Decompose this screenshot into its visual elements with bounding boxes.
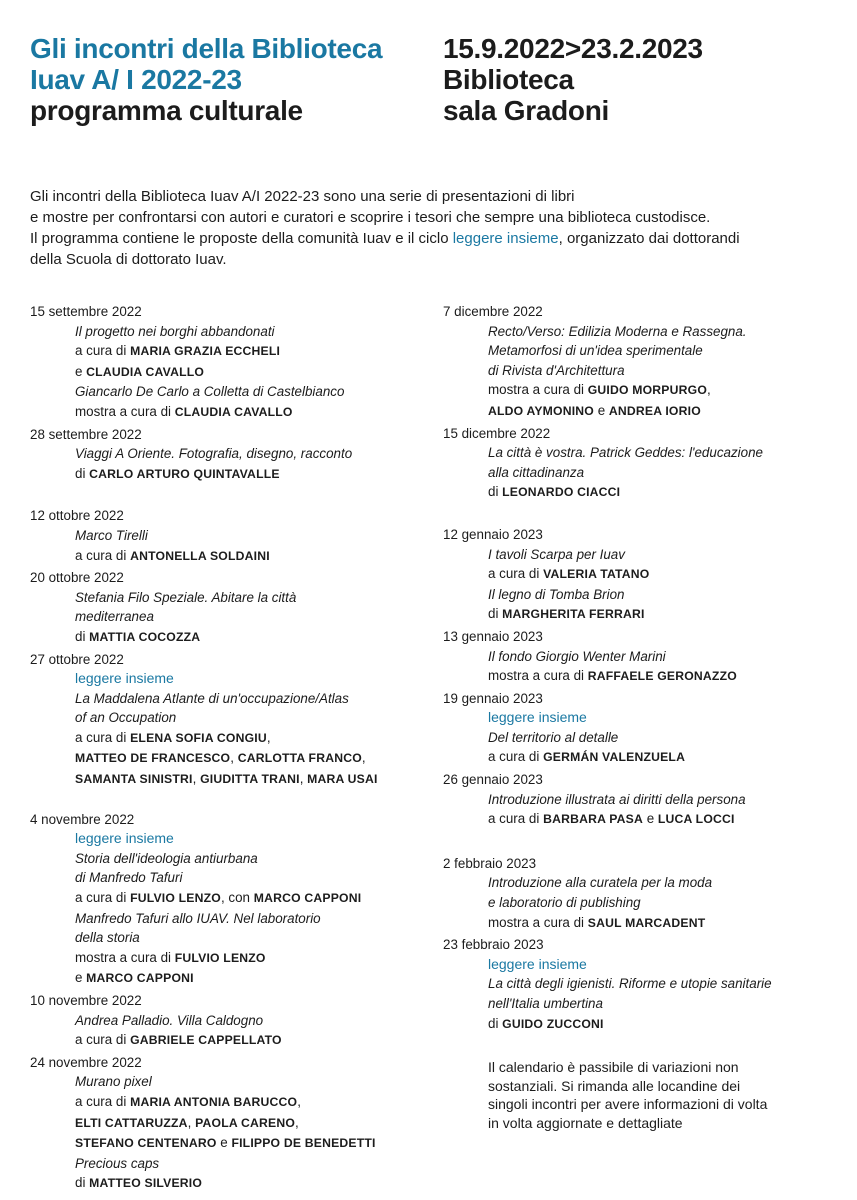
event-date: 12 gennaio 2023 <box>443 526 543 542</box>
event-text: mostra a cura di <box>75 403 175 419</box>
event-title: I tavoli Scarpa per Iuav <box>488 546 625 562</box>
notice-line: Il calendario è passibile di variazioni non <box>488 1059 739 1075</box>
event-entry <box>30 991 430 1051</box>
program-subtitle: programma culturale <box>30 95 303 126</box>
person-name: GIUDITTA TRANI <box>200 772 300 787</box>
event-entry <box>30 810 430 989</box>
person-name: ANTONELLA SOLDAINI <box>130 548 270 563</box>
event-title: Giancarlo De Carlo a Colletta di Castelbianco <box>75 384 345 400</box>
person-name: CARLOTTA FRANCO <box>237 751 362 766</box>
event-date: 2 febbraio 2023 <box>443 855 537 871</box>
event-line <box>488 564 843 585</box>
event-details <box>443 790 843 830</box>
event-details <box>30 444 430 484</box>
event-line <box>75 607 430 627</box>
event-text: e <box>593 402 609 418</box>
person-name: ANDREA IORIO <box>608 403 701 418</box>
event-line <box>75 948 430 969</box>
event-line <box>488 873 843 893</box>
event-date: 26 gennaio 2023 <box>443 772 543 788</box>
event-title: Recto/Verso: Edilizia Moderna e Rassegna. <box>488 323 747 339</box>
person-name: GABRIELE CAPPELLATO <box>130 1033 282 1048</box>
event-text: di <box>488 1015 503 1031</box>
event-details <box>443 708 843 768</box>
event-entry <box>443 424 843 503</box>
person-name: MARIA GRAZIA ECCHELI <box>130 344 281 359</box>
event-text: a cura di <box>488 566 544 582</box>
event-text: , <box>295 1114 299 1130</box>
person-name: LUCA LOCCI <box>657 812 735 827</box>
intro-line <box>30 228 830 249</box>
event-text: a cura di <box>75 547 131 563</box>
event-title: mediterranea <box>75 609 154 625</box>
event-entry <box>30 425 430 485</box>
person-name: GUIDO MORPURGO <box>587 383 707 398</box>
event-text: , <box>187 1114 196 1130</box>
event-date: 7 dicembre 2022 <box>443 304 543 319</box>
event-line <box>75 464 430 485</box>
person-name: LEONARDO CIACCI <box>502 485 621 500</box>
event-details <box>443 545 843 625</box>
event-text: di <box>488 606 503 622</box>
event-title: La città è vostra. Patrick Geddes: l'educazione <box>488 445 763 461</box>
event-line <box>75 868 430 888</box>
event-line <box>75 728 430 749</box>
event-line <box>75 1173 430 1194</box>
event-details <box>30 526 430 566</box>
person-name: MARGHERITA FERRARI <box>502 607 645 622</box>
header-left <box>30 33 382 126</box>
event-line <box>75 849 430 869</box>
event-date: 4 novembre 2022 <box>30 811 135 827</box>
event-text: , con <box>220 890 254 906</box>
person-name: MATTEO SILVERIO <box>89 1176 203 1191</box>
event-title: Murano pixel <box>75 1074 152 1090</box>
intro-line: Gli incontri della Biblioteca Iuav A/I 2022-23 sono una serie di presentazioni di libri <box>30 188 575 205</box>
event-line <box>75 689 430 709</box>
event-line <box>488 585 843 605</box>
event-title: Introduzione alla curatela per la moda <box>488 875 713 891</box>
leggere-insieme-highlight: leggere insieme <box>452 230 559 247</box>
event-date: 28 settembre 2022 <box>30 426 142 442</box>
event-line <box>488 380 843 401</box>
event-line <box>75 928 430 948</box>
person-name: GERMÁN VALENZUELA <box>543 750 686 765</box>
event-line <box>488 708 843 728</box>
event-entry <box>443 935 843 1034</box>
event-line <box>488 974 843 994</box>
event-title: alla cittadinanza <box>488 464 585 480</box>
event-line <box>75 909 430 929</box>
event-entry <box>30 650 430 790</box>
event-line <box>75 526 430 546</box>
event-line <box>75 362 430 383</box>
event-text: di <box>75 465 90 481</box>
series-label: leggere insieme <box>75 670 174 687</box>
event-text: , <box>266 729 271 745</box>
event-title: di Rivista d'Architettura <box>488 362 625 378</box>
series-label: leggere insieme <box>488 709 587 726</box>
event-entry <box>443 689 843 768</box>
intro-paragraph <box>30 186 830 270</box>
event-text: e <box>643 811 658 827</box>
series-label: leggere insieme <box>75 830 174 847</box>
event-title: Il progetto nei borghi abbandonati <box>75 323 275 339</box>
event-line <box>75 888 430 909</box>
event-text: , <box>299 771 308 787</box>
event-title: Storia dell'ideologia antiurbana <box>75 850 258 866</box>
venue-room: sala Gradoni <box>443 95 610 126</box>
event-entry <box>443 854 843 933</box>
event-text: mostra a cura di <box>488 914 588 930</box>
person-name: SAUL MARCADENT <box>587 915 706 930</box>
event-line <box>75 1133 430 1154</box>
event-text: , <box>192 771 201 787</box>
event-text: a cura di <box>488 811 544 827</box>
event-text: di <box>75 1175 90 1191</box>
series-label: leggere insieme <box>488 955 587 972</box>
event-text: , <box>707 382 711 398</box>
events-right-column <box>443 302 843 1036</box>
event-line <box>488 893 843 913</box>
event-text: e <box>75 970 87 986</box>
event-line <box>75 1113 430 1134</box>
event-title: di Manfredo Tafuri <box>75 870 183 886</box>
person-name: RAFFAELE GERONAZZO <box>587 669 737 684</box>
event-line <box>488 955 843 975</box>
intro-line: e mostre per confrontarsi con autori e curatori e scoprire i tesori che sempre una biblioteca custodisce. <box>30 209 711 226</box>
event-date: 15 dicembre 2022 <box>443 425 551 441</box>
event-line <box>488 545 843 565</box>
event-date: 19 gennaio 2023 <box>443 690 543 706</box>
event-line <box>488 482 843 503</box>
event-title: Il fondo Giorgio Wenter Marini <box>488 648 666 664</box>
event-line <box>75 444 430 464</box>
event-line <box>75 1154 430 1174</box>
event-entry <box>443 302 843 422</box>
calendar-notice <box>488 1058 808 1132</box>
event-title: of an Occupation <box>75 710 177 726</box>
event-text: a cura di <box>75 1032 131 1048</box>
event-line <box>488 666 843 687</box>
person-name: GUIDO ZUCCONI <box>502 1016 604 1031</box>
event-title: Il legno di Tomba Brion <box>488 586 625 602</box>
event-line <box>75 1030 430 1051</box>
person-name: PAOLA CARENO <box>195 1115 296 1130</box>
event-title: Del territorio al detalle <box>488 729 619 745</box>
event-line <box>488 728 843 748</box>
person-name: ELENA SOFIA CONGIU <box>130 730 267 745</box>
person-name: CLAUDIA CAVALLO <box>174 404 293 419</box>
event-title: Viaggi A Oriente. Fotografia, disegno, racconto <box>75 446 353 462</box>
event-date: 15 settembre 2022 <box>30 304 142 319</box>
event-line <box>75 1092 430 1113</box>
event-title: Metamorfosi di un'idea sperimentale <box>488 343 703 359</box>
event-title: Introduzione illustrata ai diritti della persona <box>488 791 746 807</box>
events-left-column <box>30 302 430 1196</box>
event-text: di <box>488 484 503 500</box>
event-line <box>75 322 430 342</box>
event-line <box>488 790 843 810</box>
event-title: La Maddalena Atlante di un'occupazione/Atlas <box>75 690 349 706</box>
event-text: , <box>230 750 238 766</box>
event-line <box>488 443 843 463</box>
program-title: Gli incontri della Biblioteca <box>30 33 383 64</box>
event-date: 12 ottobre 2022 <box>30 508 124 524</box>
event-line <box>75 748 430 769</box>
event-text: a cura di <box>75 1093 131 1109</box>
person-name: FILIPPO DE BENEDETTI <box>231 1136 376 1151</box>
event-line <box>488 341 843 361</box>
person-name: FULVIO LENZO <box>130 891 221 906</box>
event-line <box>488 604 843 625</box>
event-entry <box>443 525 843 625</box>
person-name: MATTEO DE FRANCESCO <box>75 751 231 766</box>
person-name: SAMANTA SINISTRI <box>75 772 193 787</box>
event-line <box>488 809 843 830</box>
event-entry <box>30 568 430 647</box>
notice-line: in volta aggiornate e dettagliate <box>488 1114 683 1131</box>
event-line <box>75 546 430 567</box>
event-line <box>488 994 843 1014</box>
event-date: 10 novembre 2022 <box>30 993 142 1008</box>
event-date: 23 febbraio 2023 <box>443 937 544 953</box>
intro-text: Il programma contiene le proposte della comunità Iuav e il ciclo <box>30 230 453 247</box>
event-line <box>75 968 430 989</box>
event-text: e <box>75 363 87 379</box>
event-title: Precious caps <box>75 1155 160 1171</box>
event-title: Andrea Palladio. Villa Caldogno <box>75 1012 264 1028</box>
event-title: nell'Italia umbertina <box>488 996 603 1011</box>
notice-line: sostanziali. Si rimanda alle locandine dei <box>488 1077 741 1094</box>
event-text: , <box>361 750 366 766</box>
person-name: ELTI CATTARUZZA <box>75 1115 188 1130</box>
event-text: mostra a cura di <box>488 668 588 684</box>
event-line <box>75 382 430 402</box>
event-text: mostra a cura di <box>75 949 175 965</box>
event-title: Manfredo Tafuri allo IUAV. Nel laboratorio <box>75 910 321 926</box>
notice-line: singoli incontri per avere informazioni di volta <box>488 1096 768 1112</box>
event-details <box>443 322 843 422</box>
event-details <box>443 443 843 503</box>
event-line <box>75 669 430 689</box>
event-line <box>75 1011 430 1031</box>
event-title: e laboratorio di publishing <box>488 895 641 911</box>
event-line <box>488 913 843 934</box>
event-entry <box>443 627 843 687</box>
event-line <box>75 1072 430 1092</box>
event-line <box>488 401 843 422</box>
person-name: STEFANO CENTENARO <box>75 1136 217 1151</box>
person-name: FULVIO LENZO <box>174 950 266 965</box>
event-line <box>75 769 430 790</box>
event-entry <box>30 506 430 566</box>
event-text: e <box>216 1135 232 1151</box>
program-title-year: Iuav A/ I 2022-23 <box>30 64 242 95</box>
event-line <box>488 1014 843 1035</box>
event-line <box>75 341 430 362</box>
event-details <box>30 1072 430 1194</box>
event-title: Stefania Filo Speziale. Abitare la città <box>75 589 297 605</box>
event-line <box>75 708 430 728</box>
event-details <box>30 1011 430 1051</box>
event-entry <box>30 302 430 423</box>
person-name: MARCO CAPPONI <box>86 971 194 986</box>
event-entry <box>443 770 843 830</box>
intro-text: , organizzato dai dottorandi <box>558 230 740 247</box>
event-text: a cura di <box>75 343 131 359</box>
event-date: 20 ottobre 2022 <box>30 570 124 586</box>
date-range: 15.9.2022>23.2.2023 <box>443 33 703 64</box>
header-right <box>443 33 703 126</box>
person-name: MARA USAI <box>307 772 378 787</box>
event-details <box>443 955 843 1034</box>
event-entry <box>30 1053 430 1194</box>
person-name: VALERIA TATANO <box>543 567 650 582</box>
event-text: mostra a cura di <box>488 382 588 398</box>
person-name: BARBARA PASA <box>543 812 643 827</box>
person-name: MARCO CAPPONI <box>253 891 362 906</box>
event-text: , <box>297 1093 301 1109</box>
event-date: 24 novembre 2022 <box>30 1054 142 1070</box>
event-line <box>488 361 843 381</box>
event-text: a cura di <box>75 729 131 745</box>
person-name: MATTIA COCOZZA <box>89 629 201 644</box>
person-name: MARIA ANTONIA BARUCCO <box>130 1094 298 1109</box>
event-details <box>30 588 430 648</box>
event-date: 27 ottobre 2022 <box>30 651 124 667</box>
event-title: della storia <box>75 930 140 946</box>
event-date: 13 gennaio 2023 <box>443 628 543 644</box>
event-line <box>75 627 430 648</box>
event-text: a cura di <box>75 890 131 906</box>
event-line <box>488 747 843 768</box>
person-name: CARLO ARTURO QUINTAVALLE <box>89 466 280 481</box>
event-title: Marco Tirelli <box>75 527 148 543</box>
event-details <box>30 829 430 989</box>
event-details <box>443 873 843 933</box>
event-details <box>443 647 843 687</box>
event-line <box>75 402 430 423</box>
venue-name: Biblioteca <box>443 64 574 95</box>
event-line <box>75 829 430 849</box>
person-name: ALDO AYMONINO <box>488 403 594 418</box>
event-title: La città degli igienisti. Riforme e utopie sanitarie <box>488 976 772 992</box>
event-details <box>30 322 430 423</box>
event-line <box>75 588 430 608</box>
event-line <box>488 322 843 342</box>
event-text: di <box>75 628 90 644</box>
event-line <box>488 463 843 483</box>
intro-line: della Scuola di dottorato Iuav. <box>30 251 227 268</box>
person-name: CLAUDIA CAVALLO <box>86 364 205 379</box>
event-details <box>30 669 430 790</box>
event-text: a cura di <box>488 749 544 765</box>
event-line <box>488 647 843 667</box>
